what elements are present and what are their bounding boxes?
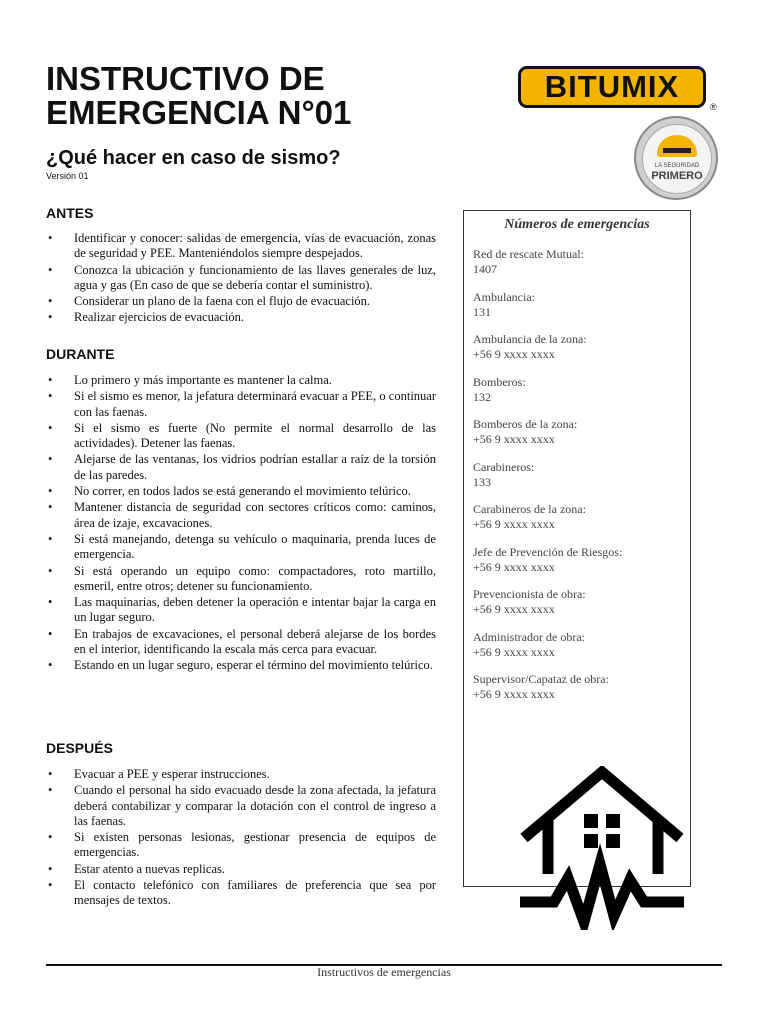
contact-label: Ambulancia de la zona: (473, 332, 587, 346)
registered-mark: ® (710, 102, 717, 112)
contact-label: Red de rescate Mutual: (473, 247, 584, 261)
contact-number: +56 9 xxxx xxxx (473, 644, 555, 659)
contact-label: Bomberos: (473, 374, 526, 389)
contact-item (473, 417, 622, 460)
emergency-panel-title: Números de emergencias (504, 217, 650, 232)
contact-label: Supervisor/Capataz de obra: (473, 672, 609, 686)
contact-label: Carabineros de la zona: (473, 502, 586, 516)
list-antes (46, 231, 436, 327)
contact-item (473, 630, 622, 673)
contact-item (473, 375, 622, 418)
seal-text-line-2: PRIMERO (651, 170, 703, 182)
contact-number: +56 9 xxxx xxxx (473, 517, 555, 531)
contact-item (473, 247, 622, 290)
contact-label: Prevencionista de obra: (473, 587, 586, 601)
contact-number: +56 9 xxxx xxxx (473, 432, 555, 446)
contact-number: 133 (473, 474, 491, 489)
seal-text-line-1: LA SEGURIDAD (654, 163, 700, 169)
contact-item (473, 290, 622, 333)
title-line-1: INSTRUCTIVO DE (46, 60, 325, 97)
title-line-2: EMERGENCIA N°01 (46, 94, 352, 131)
contact-number: +56 9 xxxx xxxx (473, 559, 555, 574)
safety-first-seal-icon (634, 116, 718, 200)
section-heading-durante: DURANTE (46, 346, 115, 362)
contact-item (473, 332, 622, 375)
contact-label: Carabineros: (473, 459, 535, 474)
contact-label: Bomberos de la zona: (473, 417, 578, 431)
list-item: • Si está operando un equipo como: compactadores, roto martillo, esmeril, entre otros; detener su funcionamiento. (46, 564, 436, 595)
house-earthquake-icon (520, 766, 684, 930)
list-item: • Las maquinarias, deben detener la operación e intentar bajar la carga en un lugar seguro. (46, 595, 436, 626)
emergency-contact-list (473, 247, 622, 715)
list-item: • Alejarse de las ventanas, los vidrios podrían estallar a raíz de la torsión de las paredes. (46, 452, 436, 483)
contact-number: 131 (473, 304, 491, 319)
contact-label: Administrador de obra: (473, 629, 585, 644)
list-item: • Si está manejando, detenga su vehículo o maquinaria, prenda luces de emergencia. (46, 532, 436, 563)
list-item: • No correr, en todos lados se está generando el movimiento telúrico. (46, 484, 436, 499)
seal-inner (642, 124, 712, 194)
hard-hat-icon (657, 135, 697, 157)
contact-number: +56 9 xxxx xxxx (473, 602, 555, 616)
contact-item (473, 672, 622, 715)
list-item: • Si el sismo es menor, la jefatura determinará evacuar a PEE, o continuar con las faenas. (46, 389, 436, 420)
contact-item (473, 545, 622, 588)
list-item: • El contacto telefónico con familiares de preferencia que sea por mensajes de textos. (46, 878, 436, 909)
list-item: • Mantener distancia de seguridad con sectores críticos como: caminos, área de izaje, excavaciones. (46, 500, 436, 531)
version-label: Versión 01 (46, 171, 89, 181)
contact-item (473, 502, 622, 545)
list-item: • Estando en un lugar seguro, esperar el término del movimiento telúrico. (46, 658, 436, 673)
contact-number: +56 9 xxxx xxxx (473, 687, 555, 701)
footer-text: Instructivos de emergencias (317, 965, 451, 979)
logo-brand-text: BITUMIX (544, 69, 680, 104)
list-item: • Realizar ejercicios de evacuación. (46, 310, 436, 325)
bitumix-logo (518, 66, 706, 108)
page-subtitle: ¿Qué hacer en caso de sismo? (46, 147, 341, 169)
contact-label: Ambulancia: (473, 289, 535, 304)
list-item: • Si el sismo es fuerte (No permite el normal desarrollo de las actividades). Detener las faenas. (46, 421, 436, 452)
contact-number: +56 9 xxxx xxxx (473, 347, 555, 361)
list-despues (46, 767, 436, 910)
list-item: • Identificar y conocer: salidas de emergencia, vías de evacuación, zonas de seguridad y PEE. Manteniéndolos siempre despejados. (46, 231, 436, 262)
hard-hat-band (663, 148, 691, 153)
contact-item (473, 587, 622, 630)
list-item: • Considerar un plano de la faena con el flujo de evacuación. (46, 294, 436, 309)
list-item: • Si existen personas lesionas, gestionar presencia de equipos de emergencias. (46, 830, 436, 861)
list-durante (46, 373, 436, 675)
list-item: • Lo primero y más importante es mantener la calma. (46, 373, 436, 388)
section-heading-despues: DESPUÉS (46, 740, 113, 756)
section-heading-antes: ANTES (46, 205, 94, 221)
contact-number: 132 (473, 389, 491, 404)
page-title (46, 62, 351, 130)
list-item: • En trabajos de excavaciones, el personal deberá alejarse de los bordes en el interior, identificando la escala más cerca para evacuar. (46, 627, 436, 658)
contact-item (473, 460, 622, 503)
list-item: • Cuando el personal ha sido evacuado desde la zona afectada, la jefatura deberá contabilizar y comparar la dotación con el control de ingreso a las faenas. (46, 783, 436, 829)
contact-label: Jefe de Prevención de Riesgos: (473, 544, 623, 559)
contact-number: 1407 (473, 262, 497, 276)
list-item: • Evacuar a PEE y esperar instrucciones. (46, 767, 436, 782)
list-item: • Conozca la ubicación y funcionamiento de las llaves generales de luz, agua y gas (En caso de que se debería contar el suministro). (46, 263, 436, 294)
list-item: • Estar atento a nuevas replicas. (46, 862, 436, 877)
